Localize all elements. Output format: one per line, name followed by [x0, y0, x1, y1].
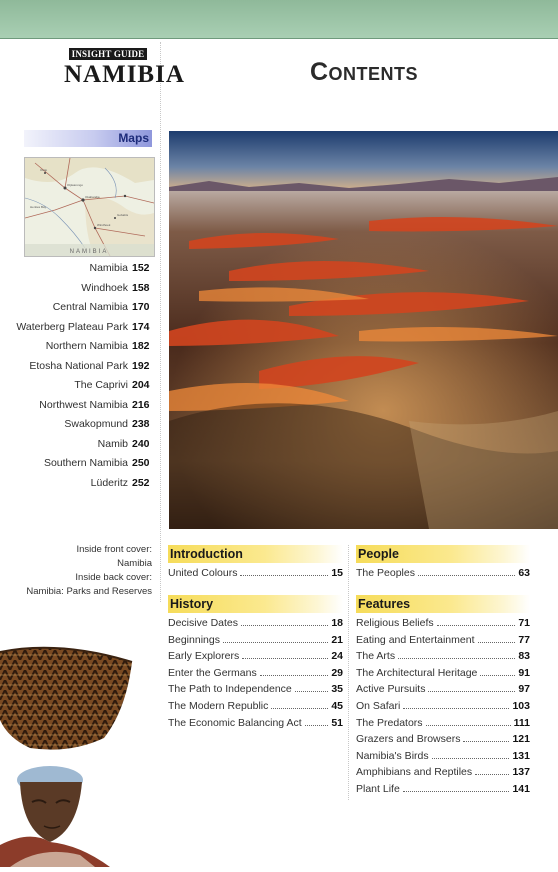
toc-entry-page: 121	[512, 733, 530, 746]
toc-entry-title: The Predators	[356, 716, 423, 729]
namibia-map-thumbnail	[24, 157, 155, 257]
maps-heading-bar	[24, 130, 152, 147]
toc-entry[interactable]	[356, 683, 530, 700]
toc-entry[interactable]	[356, 617, 530, 634]
toc-entry-page: 35	[331, 683, 343, 696]
toc-entry-title: Grazers and Browsers	[356, 733, 461, 746]
svg-text:Otjiwarongo: Otjiwarongo	[67, 183, 84, 187]
dot-leader	[260, 667, 329, 676]
toc-entry-page: 63	[518, 567, 530, 579]
toc-entry-title: United Colours	[168, 567, 238, 579]
dot-leader	[271, 700, 328, 709]
maps-list	[0, 262, 152, 496]
section-heading: Introduction	[168, 545, 343, 563]
toc-entry-page: 77	[518, 633, 530, 646]
toc-entry[interactable]	[168, 667, 343, 684]
toc-entry-page: 97	[518, 683, 530, 696]
map-entry-name: Swakopmund	[64, 418, 128, 430]
map-entry	[0, 438, 152, 458]
map-entry-page: 158	[132, 281, 150, 294]
toc-entry[interactable]	[168, 717, 343, 734]
toc-entry-page: 51	[331, 716, 343, 729]
map-entry-name: Namibia	[89, 262, 128, 274]
toc-entry-title: Religious Beliefs	[356, 617, 434, 629]
toc-entry-page: 137	[512, 766, 530, 779]
map-entry-page: 152	[132, 262, 150, 274]
map-entry-page: 240	[132, 437, 150, 450]
dot-leader	[240, 567, 328, 576]
toc-entry[interactable]	[168, 567, 343, 584]
toc-entry[interactable]	[168, 617, 343, 634]
map-entry-page: 192	[132, 359, 150, 372]
toc-entry-page: 91	[518, 666, 530, 679]
history-section	[168, 595, 343, 733]
toc-entry-title: Decisive Dates	[168, 617, 239, 629]
toc-entry-page: 21	[331, 633, 343, 646]
svg-text:NAMIBIA: NAMIBIA	[69, 249, 109, 255]
dot-leader	[463, 733, 509, 742]
dot-leader	[241, 617, 328, 626]
top-color-band	[0, 0, 558, 39]
cover-note-line: Inside back cover:	[75, 572, 152, 583]
map-entry-name: Windhoek	[81, 281, 128, 294]
toc-entry[interactable]	[356, 750, 530, 767]
map-entry-page: 238	[132, 418, 150, 430]
toc-entry-title: Beginnings	[168, 633, 220, 646]
cover-note-line: Namibia: Parks and Reserves	[26, 586, 152, 597]
map-entry-page: 170	[132, 301, 150, 313]
toc-entry-title: On Safari	[356, 699, 401, 712]
map-entry	[0, 360, 152, 380]
toc-entry[interactable]	[356, 700, 530, 717]
features-section	[356, 595, 530, 800]
toc-entry[interactable]	[356, 783, 530, 800]
map-entry-page: 250	[132, 457, 150, 469]
map-entry-page: 204	[132, 379, 150, 391]
toc-entry-title: Early Explorers	[168, 650, 240, 663]
section-heading: Features	[356, 595, 530, 613]
map-entry-name: Southern Namibia	[43, 457, 128, 469]
map-entry-page: 182	[132, 340, 150, 352]
toc-entry-title: Enter the Germans	[168, 666, 257, 679]
map-entry	[0, 477, 152, 497]
dot-leader	[480, 667, 515, 676]
woman-with-basket-photo	[0, 630, 160, 867]
logo-title: NAMIBIA	[64, 61, 185, 88]
toc-entry-page: 15	[331, 567, 343, 579]
toc-entry-page: 103	[512, 699, 530, 712]
introduction-section	[168, 545, 343, 584]
toc-entry-page: 18	[331, 617, 343, 629]
section-heading: History	[168, 595, 343, 613]
dot-leader	[478, 634, 516, 643]
toc-entry-title: Plant Life	[356, 782, 400, 795]
cover-note-line: Inside front cover:	[76, 544, 152, 555]
dot-leader	[475, 766, 509, 775]
map-entry-page: 216	[132, 398, 150, 411]
map-entry-name: Waterberg Plateau Park	[16, 320, 128, 333]
map-entry	[0, 418, 152, 438]
map-entry-name: Etosha National Park	[29, 359, 128, 372]
map-entry	[0, 282, 152, 302]
map-entry	[0, 262, 152, 282]
maps-heading: Maps	[118, 131, 149, 145]
toc-entry-page: 131	[512, 749, 530, 762]
map-entry	[0, 301, 152, 321]
dot-leader	[398, 650, 515, 659]
svg-text:Windhoek: Windhoek	[97, 223, 111, 227]
dot-leader	[437, 617, 516, 626]
insight-guide-logo	[64, 44, 185, 88]
toc-entry-page: 45	[331, 699, 343, 712]
map-entry-name: Lüderitz	[90, 476, 128, 489]
toc-entry-page: 141	[512, 782, 530, 795]
toc-entry[interactable]	[168, 700, 343, 717]
desert-dunes-photo	[169, 131, 558, 529]
toc-entry-title: The Path to Independence	[168, 683, 292, 696]
section-heading: People	[356, 545, 530, 563]
dot-leader	[305, 717, 329, 726]
toc-entry[interactable]	[356, 634, 530, 651]
map-entry	[0, 379, 152, 399]
toc-entry[interactable]	[168, 683, 343, 700]
map-entry-name: Northwest Namibia	[39, 398, 128, 411]
cover-maps-note	[0, 543, 152, 599]
toc-entry-page: 24	[331, 650, 343, 663]
toc-entry-page: 29	[331, 666, 343, 679]
toc-entry[interactable]	[356, 567, 530, 584]
svg-text:Outjo: Outjo	[40, 168, 48, 172]
toc-entry-title: The Economic Balancing Act	[168, 716, 302, 729]
toc-entry[interactable]	[356, 733, 530, 750]
toc-entry-title: The Architectural Heritage	[356, 666, 478, 679]
toc-entry[interactable]	[356, 766, 530, 783]
map-entry-page: 252	[132, 476, 150, 489]
dot-leader	[432, 750, 510, 759]
people-section	[356, 545, 530, 584]
map-entry	[0, 457, 152, 477]
toc-column-divider	[348, 545, 349, 800]
map-entry-name: The Caprivi	[74, 379, 128, 391]
dot-leader	[295, 683, 329, 692]
toc-entry-page: 83	[518, 650, 530, 663]
map-entry-name: Northern Namibia	[45, 340, 128, 352]
dot-leader	[428, 683, 515, 692]
toc-entry-title: The Peoples	[356, 567, 415, 579]
dot-leader	[403, 783, 510, 792]
toc-entry[interactable]	[168, 650, 343, 667]
toc-entry-title: Active Pursuits	[356, 683, 426, 696]
svg-text:Okahandja: Okahandja	[85, 195, 100, 199]
svg-text:Henties Bay: Henties Bay	[30, 205, 47, 209]
map-entry-page: 174	[132, 320, 150, 333]
dot-leader	[418, 567, 515, 576]
dot-leader	[403, 700, 509, 709]
toc-entry-title: Namibia's Birds	[356, 749, 429, 762]
toc-entry[interactable]	[356, 717, 530, 734]
column-divider	[160, 42, 161, 602]
svg-text:Gobabis: Gobabis	[117, 213, 129, 217]
dot-leader	[223, 634, 328, 643]
toc-entry-page: 111	[513, 716, 530, 729]
toc-entry-page: 71	[518, 617, 530, 629]
cover-note-line: Namibia	[117, 558, 152, 569]
toc-entry-title: The Modern Republic	[168, 699, 269, 712]
toc-entry-title: Eating and Entertainment	[356, 633, 475, 646]
map-entry-name: Central Namibia	[52, 301, 128, 313]
map-entry	[0, 340, 152, 360]
logo-series-label: INSIGHT GUIDE	[69, 48, 148, 60]
dot-leader	[242, 650, 328, 659]
map-entry-name: Namib	[97, 437, 128, 450]
toc-entry[interactable]	[168, 634, 343, 651]
map-entry	[0, 399, 152, 419]
toc-entry[interactable]	[356, 667, 530, 684]
dot-leader	[426, 717, 511, 726]
page-title: Contents	[309, 58, 419, 86]
map-entry	[0, 321, 152, 341]
toc-entry-title: The Arts	[356, 650, 396, 663]
toc-entry-title: Amphibians and Reptiles	[356, 766, 473, 779]
toc-entry[interactable]	[356, 650, 530, 667]
